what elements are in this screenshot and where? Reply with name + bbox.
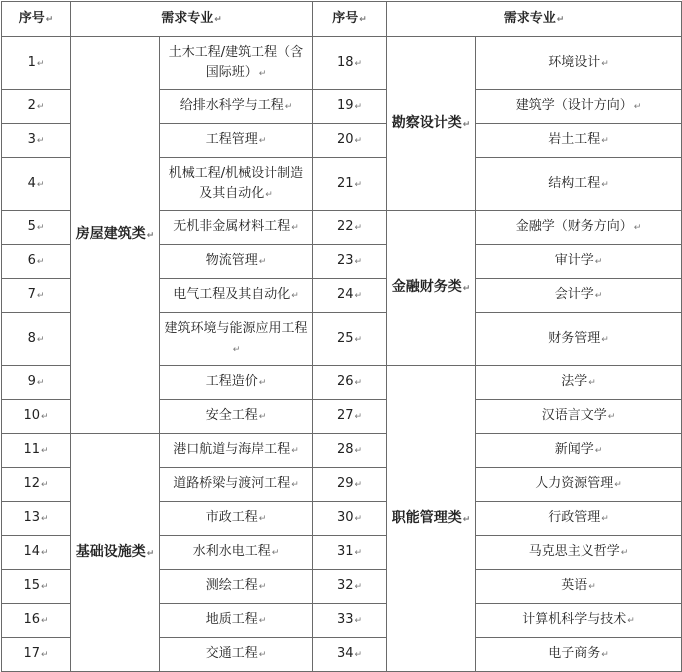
major-cell: 机械工程/机械设计制造及其自动化↵ [160,158,313,211]
row-number: 8↵ [2,313,71,366]
major-cell: 英语↵ [476,570,682,604]
row-number: 18↵ [313,37,387,90]
row-number: 34↵ [313,638,387,672]
major-cell: 环境设计↵ [476,37,682,90]
header-seq-2: 序号↵ [313,2,387,37]
row-number: 14↵ [2,536,71,570]
major-cell: 人力资源管理↵ [476,468,682,502]
table-row [2,37,682,90]
major-cell: 道路桥梁与渡河工程↵ [160,468,313,502]
row-number: 31↵ [313,536,387,570]
header-major-2: 需求专业↵ [387,2,682,37]
row-number: 21↵ [313,158,387,211]
category-housing: 房屋建筑类↵ [71,37,160,434]
major-cell: 新闻学↵ [476,434,682,468]
major-cell: 金融学（财务方向）↵ [476,211,682,245]
table-row [2,434,682,468]
major-cell: 会计学↵ [476,279,682,313]
row-number: 25↵ [313,313,387,366]
major-cell: 马克思主义哲学↵ [476,536,682,570]
row-number: 16↵ [2,604,71,638]
row-number: 27↵ [313,400,387,434]
row-number: 7↵ [2,279,71,313]
row-number: 10↵ [2,400,71,434]
row-number: 17↵ [2,638,71,672]
row-number: 30↵ [313,502,387,536]
major-cell: 建筑学（设计方向）↵ [476,90,682,124]
header-major: 需求专业↵ [71,2,313,37]
row-number: 15↵ [2,570,71,604]
major-cell: 港口航道与海岸工程↵ [160,434,313,468]
major-cell: 财务管理↵ [476,313,682,366]
major-cell: 电气工程及其自动化↵ [160,279,313,313]
row-number: 24↵ [313,279,387,313]
major-cell: 物流管理↵ [160,245,313,279]
major-cell: 无机非金属材料工程↵ [160,211,313,245]
category-finance: 金融财务类↵ [387,211,476,366]
major-cell: 工程造价↵ [160,366,313,400]
major-cell: 测绘工程↵ [160,570,313,604]
row-number: 1↵ [2,37,71,90]
major-cell: 计算机科学与技术↵ [476,604,682,638]
major-cell: 给排水科学与工程↵ [160,90,313,124]
row-number: 9↵ [2,366,71,400]
category-infra: 基础设施类↵ [71,434,160,672]
row-number: 4↵ [2,158,71,211]
header-seq: 序号↵ [2,2,71,37]
row-number: 32↵ [313,570,387,604]
row-number: 28↵ [313,434,387,468]
majors-table [1,1,682,672]
row-number: 29↵ [313,468,387,502]
category-survey: 勘察设计类↵ [387,37,476,211]
major-cell: 审计学↵ [476,245,682,279]
major-cell: 建筑环境与能源应用工程↵ [160,313,313,366]
major-cell: 电子商务↵ [476,638,682,672]
row-number: 22↵ [313,211,387,245]
category-function: 职能管理类↵ [387,366,476,672]
row-number: 2↵ [2,90,71,124]
row-number: 26↵ [313,366,387,400]
row-number: 33↵ [313,604,387,638]
row-number: 11↵ [2,434,71,468]
row-number: 13↵ [2,502,71,536]
major-cell: 结构工程↵ [476,158,682,211]
major-cell: 安全工程↵ [160,400,313,434]
major-cell: 水利水电工程↵ [160,536,313,570]
row-number: 23↵ [313,245,387,279]
major-cell: 市政工程↵ [160,502,313,536]
header-row [2,2,682,37]
major-cell: 土木工程/建筑工程（含国际班）↵ [160,37,313,90]
row-number: 6↵ [2,245,71,279]
row-number: 5↵ [2,211,71,245]
major-cell: 行政管理↵ [476,502,682,536]
major-cell: 地质工程↵ [160,604,313,638]
row-number: 20↵ [313,124,387,158]
row-number: 3↵ [2,124,71,158]
major-cell: 汉语言文学↵ [476,400,682,434]
major-cell: 岩土工程↵ [476,124,682,158]
row-number: 12↵ [2,468,71,502]
major-cell: 法学↵ [476,366,682,400]
major-cell: 交通工程↵ [160,638,313,672]
major-cell: 工程管理↵ [160,124,313,158]
row-number: 19↵ [313,90,387,124]
